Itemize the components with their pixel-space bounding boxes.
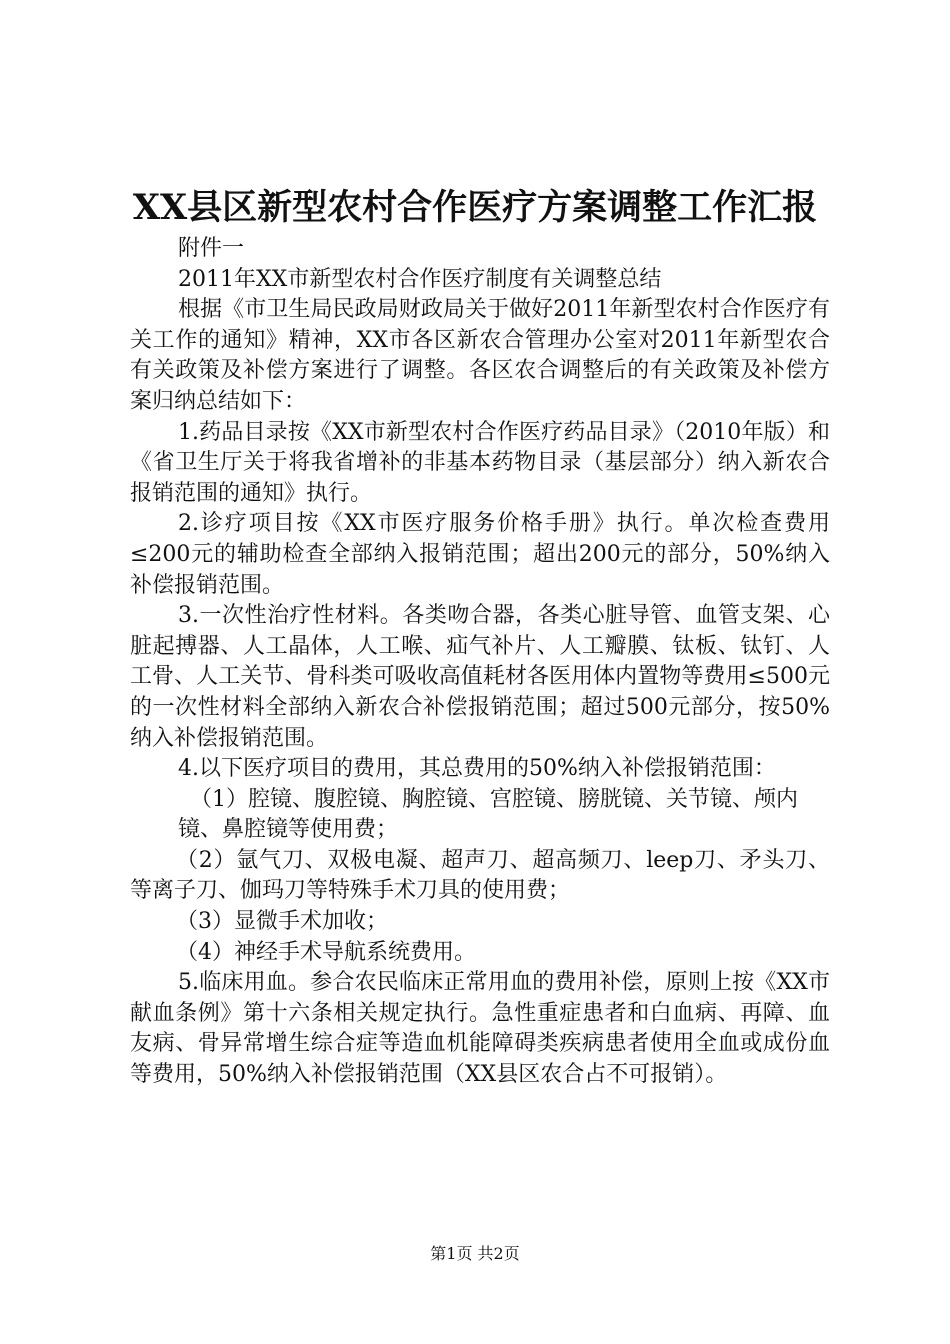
paragraph-item-4: 4.以下医疗项目的费用，其总费用的50%纳入补偿报销范围： (178, 756, 776, 782)
document-title: XX县区新型农村合作医疗方案调整工作汇报 (132, 187, 818, 228)
paragraph-item-5: 5.临床用血。参合农民临床正常用血的费用补偿，原则上按《XX市献血条例》第十六条相关规定执行。急性重症患者和白血病、再障、血友病、骨异常增生综合症等造血机能障碍类疾病患者使用全血或成份血等费用，50%纳入补偿报销范围（XX县区农合占不可报销）。 (130, 970, 830, 1088)
paragraph-intro: 根据《市卫生局民政局财政局关于做好2011年新型农村合作医疗有关工作的通知》精神，XX市各区新农合管理办公室对2011年新型农合有关政策及补偿方案进行了调整。各区农合调整后的有关政策及补偿方案归纳总结如下： (130, 297, 830, 414)
paragraph-item-1: 1.药品目录按《XX市新型农村合作医疗药品目录》（2010年版）和《省卫生厅关于将我省增补的非基本药物目录（基层部分）纳入新农合报销范围的通知》执行。 (130, 419, 830, 506)
sub-item-1-continuation: 镜、鼻腔镜等使用费； (178, 817, 399, 843)
sub-item-4: （4）神经手术导航系统费用。 (176, 939, 476, 965)
sub-item-1: （1）腔镜、腹腔镜、胸腔镜、宫腔镜、膀胱镜、关节镜、颅内 (190, 786, 798, 812)
sub-item-2: （2）氩气刀、双极电凝、超声刀、超高频刀、leep刀、矛头刀、等离子刀、伽玛刀等特殊手术刀具的使用费； (130, 847, 830, 904)
page-footer: 第1页 共2页 (430, 1244, 520, 1263)
attachment-label: 附件一 (178, 236, 245, 261)
paragraph-item-2: 2.诊疗项目按《XX市医疗服务价格手册》执行。单次检查费用≤200元的辅助检查全部纳入报销范围；超出200元的部分，50%纳入补偿报销范围。 (130, 511, 830, 598)
paragraph-item-3: 3.一次性治疗性材料。各类吻合器，各类心脏导管、血管支架、心脏起搏器、人工晶体，人工喉、疝气补片、人工瓣膜、钛板、钛钉、人工骨、人工关节、骨科类可吸收高值耗材各医用体内置物等费用≤500元的一次性材料全部纳入新农合补偿报销范围；超过500元部分，按50%纳入补偿报销范围。 (130, 603, 830, 751)
document-body (130, 234, 830, 1091)
sub-item-3: （3）显微手术加收； (176, 909, 388, 935)
paragraph-subtitle: 2011年XX市新型农村合作医疗制度有关调整总结 (178, 266, 662, 292)
